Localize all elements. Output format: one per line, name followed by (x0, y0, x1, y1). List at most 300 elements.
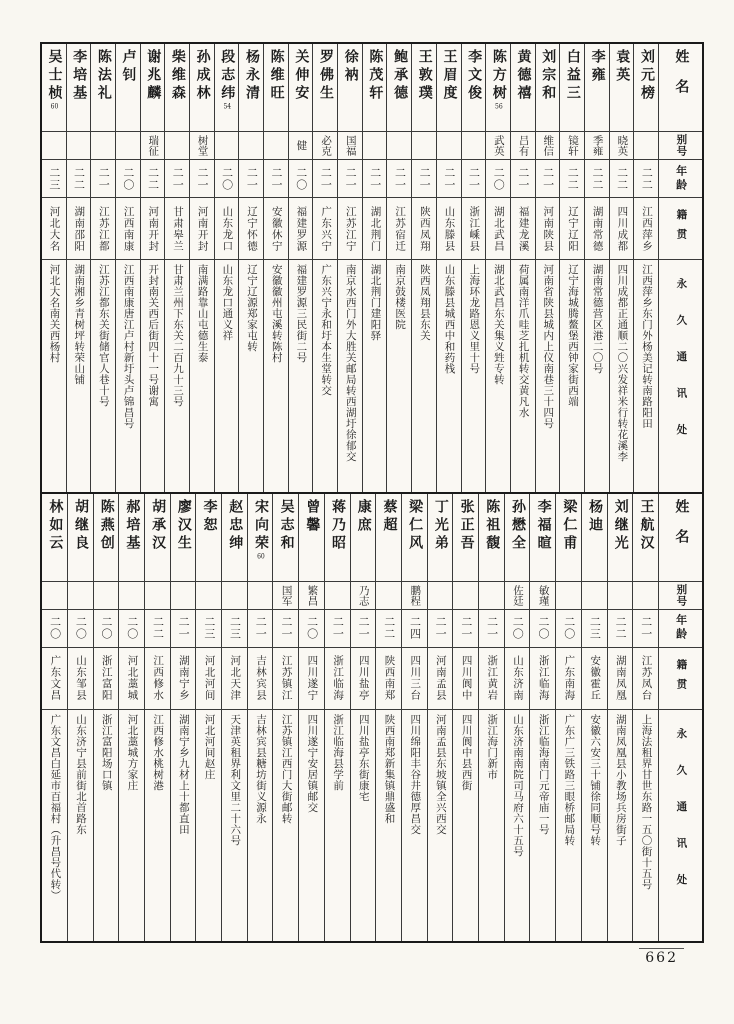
age-cell: 二〇 (116, 160, 140, 198)
header-column (658, 494, 702, 942)
age-cell: 二一 (171, 610, 196, 648)
address-cell: 安徽徽州屯溪转陈村 (270, 264, 283, 363)
address-cell: 四川绵阳丰谷井德厚昌交 (409, 713, 422, 835)
age-cell: 二一 (338, 160, 362, 198)
address-cell: 江苏江都东关街储官人巷十号 (97, 264, 110, 407)
alias-cell: 武英 (486, 132, 510, 160)
address-cell: 上海法租界甘世东路一五〇街十五号 (640, 713, 653, 890)
header-name: 姓名 (659, 494, 702, 582)
alias-cell: 镜轩 (560, 132, 584, 160)
alias-cell (376, 582, 401, 610)
alias-cell (145, 582, 170, 610)
native-place-cell: 安徽霍丘 (582, 648, 607, 710)
name-cell: 陈法礼 (91, 44, 115, 132)
person-column (609, 44, 634, 492)
name-cell: 袁英 (610, 44, 634, 132)
person-column (288, 44, 313, 492)
native-place-cell: 河南孟县 (428, 648, 453, 710)
alias-cell: 乃志 (351, 582, 376, 610)
name-cell: 梁仁甫 (556, 494, 581, 582)
person-column (535, 44, 560, 492)
name-cell: 段志纬54 (215, 44, 239, 132)
header-name: 姓名 (659, 44, 702, 132)
address-cell: 湖南宁乡九材上十都直田 (177, 713, 190, 835)
native-place-cell: 四川阆中 (453, 648, 478, 710)
person-column (529, 494, 555, 942)
name-cell: 李培基 (67, 44, 91, 132)
address-cell: 南满路靠山屯德生泰 (196, 264, 209, 363)
name-cell: 徐衲 (338, 44, 362, 132)
native-place-cell: 吉林宾县 (248, 648, 273, 710)
person-column (324, 494, 350, 942)
name-cell: 陈维旺 (264, 44, 288, 132)
name-cell: 王航汉 (633, 494, 658, 582)
age-cell: 二一 (91, 160, 115, 198)
person-column (401, 494, 427, 942)
alias-cell (42, 132, 66, 160)
person-column (118, 494, 144, 942)
name-cell: 陈茂轩 (363, 44, 387, 132)
native-place-cell: 浙江富阳 (94, 648, 119, 710)
alias-cell (196, 582, 221, 610)
alias-cell (412, 132, 436, 160)
native-place-cell: 湖南常德 (585, 198, 609, 260)
alias-cell: 晓英 (610, 132, 634, 160)
native-place-cell: 河南开封 (190, 198, 214, 260)
age-cell: 二三 (582, 610, 607, 648)
alias-cell (222, 582, 247, 610)
person-column (452, 494, 478, 942)
name-cell: 谢兆麟 (141, 44, 165, 132)
age-cell: 二一 (479, 610, 504, 648)
person-column (140, 44, 165, 492)
address-cell: 广东兴宁永和圩本生堂转交 (320, 264, 333, 396)
address-cell: 安徽六安三十铺徐同顺号转 (589, 713, 602, 846)
native-place-cell: 辽宁怀德 (239, 198, 263, 260)
address-cell: 上海环龙路恩义里十号 (468, 264, 481, 374)
age-cell: 二一 (273, 610, 298, 648)
name-cell: 康庶 (351, 494, 376, 582)
address-cell: 浙江临海南门元帝庙一号 (537, 713, 550, 835)
person-column (247, 494, 273, 942)
alias-cell (119, 582, 144, 610)
address-cell: 山东济南南院司马府六十五号 (512, 713, 524, 857)
name-cell: 赵忠绅 (222, 494, 247, 582)
age-cell: 二三 (222, 610, 247, 648)
person-column (632, 494, 658, 942)
alias-cell (608, 582, 633, 610)
alias-cell: 季雍 (585, 132, 609, 160)
address-cell: 开封南关西后街四十一号谢寓 (147, 264, 160, 407)
name-footnote-mark: 60 (50, 103, 59, 110)
person-column (581, 494, 607, 942)
native-place-cell: 山东邹县 (68, 648, 93, 710)
alias-cell (325, 582, 350, 610)
age-cell: 二〇 (486, 160, 510, 198)
age-cell: 二一 (462, 160, 486, 198)
age-cell: 二一 (363, 160, 387, 198)
alias-cell (171, 582, 196, 610)
name-cell: 吴志和 (273, 494, 298, 582)
name-cell: 梁仁风 (402, 494, 427, 582)
address-cell: 广东广三铁路三眼桥邮局转 (563, 713, 576, 846)
age-cell: 二〇 (68, 610, 93, 648)
native-place-cell: 湖北武昌 (486, 198, 510, 260)
person-column (90, 44, 115, 492)
native-place-cell: 河北天津 (222, 648, 247, 710)
alias-cell (453, 582, 478, 610)
person-column (42, 44, 66, 492)
address-cell: 福建罗源三民街二号 (295, 264, 308, 363)
address-cell: 浙江富阳场口镇 (100, 713, 113, 791)
native-place-cell: 福建龙溪 (511, 198, 535, 260)
person-column (67, 494, 93, 942)
native-place-cell: 浙江临海 (325, 648, 350, 710)
address-cell: 南京水西门外大胜关邮局转西湖圩徐郁交 (344, 264, 357, 462)
person-column (221, 494, 247, 942)
address-cell: 陕西南郑新集镇鼎盛和 (383, 713, 396, 824)
address-cell: 江西修水桃树港 (152, 713, 165, 791)
name-cell: 罗佛生 (313, 44, 337, 132)
name-cell: 陈燕创 (94, 494, 119, 582)
native-place-cell: 甘肃皋兰 (165, 198, 189, 260)
address-cell: 山东龙口通义祥 (221, 264, 234, 341)
address-cell: 甘肃兰州下东关二百九十三号 (171, 264, 184, 407)
native-place-cell: 安徽休宁 (264, 198, 288, 260)
native-place-cell: 江苏宿迁 (387, 198, 411, 260)
native-place-cell: 山东济南 (505, 648, 530, 710)
name-cell: 张正吾 (453, 494, 478, 582)
age-cell: 二一 (387, 160, 411, 198)
address-cell: 湖南湘乡青树坪转荣山铺 (73, 264, 86, 385)
native-place-cell: 河南开封 (141, 198, 165, 260)
person-column (214, 44, 239, 492)
person-column (411, 44, 436, 492)
name-cell: 杨迪 (582, 494, 607, 582)
name-cell: 李文俊 (462, 44, 486, 132)
address-cell: 辽宁海城腾鳌堡西钟家街西端 (566, 264, 579, 407)
name-cell: 曾馨 (299, 494, 324, 582)
alias-cell (116, 132, 140, 160)
name-cell: 王敦璞 (412, 44, 436, 132)
header-alias: 别号 (659, 582, 702, 610)
age-cell: 二〇 (289, 160, 313, 198)
address-cell: 四川遂宁安居镇邮交 (306, 713, 319, 813)
age-cell: 二一 (190, 160, 214, 198)
name-cell: 白益三 (560, 44, 584, 132)
alias-cell (387, 132, 411, 160)
person-column (66, 44, 91, 492)
native-place-cell: 江苏江宁 (338, 198, 362, 260)
alias-cell (479, 582, 504, 610)
header-age: 年龄 (659, 160, 702, 198)
address-cell: 河南孟县东坡镇全兴西交 (434, 713, 447, 835)
alias-cell (633, 582, 658, 610)
native-place-cell: 湖南宁乡 (171, 648, 196, 710)
address-cell: 陕西凤翔县东关 (418, 264, 431, 341)
age-cell: 二〇 (505, 610, 530, 648)
address-cell: 四川盐亭东街康宅 (357, 713, 370, 802)
address-cell: 江苏镇江西门大街邮转 (280, 713, 293, 824)
header-native: 籍贯 (659, 198, 702, 260)
age-cell: 二一 (428, 610, 453, 648)
name-cell: 李雍 (585, 44, 609, 132)
native-place-cell: 江西萍乡 (634, 198, 658, 260)
header-column (658, 44, 702, 492)
name-footnote-mark: 56 (495, 103, 503, 110)
age-cell: 二一 (453, 610, 478, 648)
alias-cell (634, 132, 658, 160)
header-age: 年龄 (659, 610, 702, 648)
header-address: 永久通讯处 (675, 278, 688, 461)
native-place-cell: 四川遂宁 (299, 648, 324, 710)
native-place-cell: 福建罗源 (289, 198, 313, 260)
name-cell: 刘宗和 (536, 44, 560, 132)
native-place-cell: 广东兴宁 (313, 198, 337, 260)
name-cell: 蒋乃昭 (325, 494, 350, 582)
native-place-cell: 江西南康 (116, 198, 140, 260)
age-cell: 二一 (165, 160, 189, 198)
native-place-cell: 浙江嵊县 (462, 198, 486, 260)
person-column (164, 44, 189, 492)
address-cell: 江西南康唐江卢村新圩头卢锦昌号 (122, 264, 135, 429)
alias-cell (94, 582, 119, 610)
native-place-cell: 辽宁辽阳 (560, 198, 584, 260)
address-cell: 天津英租界利文里二十六号 (229, 713, 242, 846)
address-cell: 河北河间赵庄 (203, 713, 216, 780)
age-cell: 二一 (633, 610, 658, 648)
alias-cell: 必克 (313, 132, 337, 160)
page-number: 662 (639, 948, 684, 966)
alias-cell (67, 132, 91, 160)
alias-cell (437, 132, 461, 160)
person-column (485, 44, 510, 492)
alias-cell (215, 132, 239, 160)
age-cell: 二三 (196, 610, 221, 648)
name-cell: 孙成林 (190, 44, 214, 132)
person-column (375, 494, 401, 942)
person-column (607, 494, 633, 942)
alias-cell: 吕有 (511, 132, 535, 160)
register-table (40, 42, 704, 943)
age-cell: 二一 (412, 160, 436, 198)
native-place-cell: 湖北荆门 (363, 198, 387, 260)
name-cell: 黄德禧 (511, 44, 535, 132)
name-cell: 吴士桢60 (42, 44, 66, 132)
person-column (504, 494, 530, 942)
alias-cell: 敏瑾 (530, 582, 555, 610)
name-cell: 卢钊 (116, 44, 140, 132)
alias-cell (165, 132, 189, 160)
person-column (559, 44, 584, 492)
person-column (115, 44, 140, 492)
native-place-cell: 河北大名 (42, 198, 66, 260)
alias-cell: 鹏程 (402, 582, 427, 610)
name-cell: 关伸安 (289, 44, 313, 132)
address-cell: 山东滕县城西中和药栈 (443, 264, 456, 374)
name-cell: 王眉度 (437, 44, 461, 132)
alias-cell: 树堂 (190, 132, 214, 160)
age-cell: 二一 (511, 160, 535, 198)
person-column (93, 494, 119, 942)
person-column (633, 44, 658, 492)
alias-cell (556, 582, 581, 610)
age-cell: 二一 (351, 610, 376, 648)
header-address: 永久通讯处 (675, 727, 688, 910)
alias-cell: 繁昌 (299, 582, 324, 610)
person-column (362, 44, 387, 492)
name-footnote-mark: 60 (257, 552, 265, 560)
person-column (195, 494, 221, 942)
native-place-cell: 山东滕县 (437, 198, 461, 260)
register-section-top (42, 44, 702, 492)
name-cell: 刘继光 (608, 494, 633, 582)
age-cell: 二二 (585, 160, 609, 198)
person-column (144, 494, 170, 942)
native-place-cell: 江西修水 (145, 648, 170, 710)
age-cell: 二一 (437, 160, 461, 198)
address-cell: 河北藁城方家庄 (126, 713, 139, 791)
native-place-cell: 四川盐亭 (351, 648, 376, 710)
address-cell: 湖北荆门建阳驿 (369, 264, 382, 341)
alias-cell (42, 582, 67, 610)
person-column (427, 494, 453, 942)
person-column (170, 494, 196, 942)
name-cell: 柴维森 (165, 44, 189, 132)
address-cell: 江西萍乡东门外杨美记转南路阳田 (641, 264, 654, 429)
native-place-cell: 四川成都 (610, 198, 634, 260)
alias-cell (428, 582, 453, 610)
native-place-cell: 山东龙口 (215, 198, 239, 260)
alias-cell (462, 132, 486, 160)
name-cell: 宋向荣60 (248, 494, 273, 582)
name-cell: 鲍承德 (387, 44, 411, 132)
person-column (312, 44, 337, 492)
age-cell: 二一 (536, 160, 560, 198)
address-cell: 湖南凤凰县小教场兵房街子 (614, 713, 627, 846)
address-cell: 湖南常德营区港二〇号 (591, 264, 604, 374)
address-cell: 四川阆中县西街 (460, 713, 473, 791)
address-cell: 四川成都正通顺二〇兴发祥米行转花溪李 (616, 264, 629, 462)
age-cell: 二二 (610, 160, 634, 198)
age-cell: 二二 (560, 160, 584, 198)
address-cell: 河南省陕县城内上仪南巷三十四号 (542, 264, 555, 429)
name-cell: 陈方树56 (486, 44, 510, 132)
native-place-cell: 江苏江都 (91, 198, 115, 260)
age-cell: 二〇 (42, 610, 67, 648)
age-cell: 二二 (145, 610, 170, 648)
name-cell: 陈祖馥 (479, 494, 504, 582)
native-place-cell: 湖南凤凰 (608, 648, 633, 710)
name-cell: 丁光弟 (428, 494, 453, 582)
native-place-cell: 广东南海 (556, 648, 581, 710)
alias-cell: 佐廷 (505, 582, 530, 610)
age-cell: 二一 (325, 610, 350, 648)
address-cell: 河北大名南关西杨村 (48, 264, 61, 363)
person-column (189, 44, 214, 492)
alias-cell (264, 132, 288, 160)
native-place-cell: 河北河间 (196, 648, 221, 710)
person-column (436, 44, 461, 492)
alias-cell (363, 132, 387, 160)
name-cell: 李恕 (196, 494, 221, 582)
name-cell: 蔡超 (376, 494, 401, 582)
age-cell: 二〇 (215, 160, 239, 198)
address-cell: 山东济宁县前街北首路东 (75, 713, 88, 835)
person-column (461, 44, 486, 492)
person-column (584, 44, 609, 492)
name-cell: 胡承汉 (145, 494, 170, 582)
person-column (42, 494, 67, 942)
age-cell: 二四 (402, 610, 427, 648)
address-cell: 南京鼓楼医院 (394, 264, 407, 330)
alias-cell: 维信 (536, 132, 560, 160)
address-cell: 荷属南洋爪哇芝扎机转交黄凡水 (517, 264, 530, 418)
native-place-cell: 陕西凤翔 (412, 198, 436, 260)
native-place-cell: 江苏凤台 (633, 648, 658, 710)
person-column (510, 44, 535, 492)
name-footnote-mark: 54 (223, 103, 232, 110)
alias-cell: 瑞征 (141, 132, 165, 160)
native-place-cell: 浙江黄岩 (479, 648, 504, 710)
alias-cell: 健 (289, 132, 313, 160)
name-cell: 林如云 (42, 494, 67, 582)
native-place-cell: 湖南邵阳 (67, 198, 91, 260)
age-cell: 二二 (608, 610, 633, 648)
age-cell: 二〇 (556, 610, 581, 648)
person-column (263, 44, 288, 492)
address-cell: 湖北武昌东关集义甡专转 (492, 264, 505, 385)
age-cell: 二一 (264, 160, 288, 198)
person-column (337, 44, 362, 492)
age-cell: 二二 (141, 160, 165, 198)
age-cell: 二三 (42, 160, 66, 198)
name-cell: 胡继良 (68, 494, 93, 582)
header-native: 籍贯 (659, 648, 702, 710)
address-cell: 辽宁辽源郑家屯转 (246, 264, 259, 352)
person-column (555, 494, 581, 942)
address-cell: 广东文昌白延市百福村（升昌号代转） (49, 713, 62, 901)
name-cell: 刘元榜 (634, 44, 658, 132)
native-place-cell: 陕西南郑 (376, 648, 401, 710)
alias-cell (239, 132, 263, 160)
name-cell: 李福暄 (530, 494, 555, 582)
age-cell: 二〇 (299, 610, 324, 648)
age-cell: 二二 (376, 610, 401, 648)
person-column (298, 494, 324, 942)
native-place-cell: 河南陕县 (536, 198, 560, 260)
name-cell: 杨永清 (239, 44, 263, 132)
person-column (478, 494, 504, 942)
age-cell: 二一 (239, 160, 263, 198)
age-cell: 二二 (67, 160, 91, 198)
name-cell: 郝培基 (119, 494, 144, 582)
person-column (272, 494, 298, 942)
age-cell: 二〇 (530, 610, 555, 648)
age-cell: 二〇 (119, 610, 144, 648)
native-place-cell: 江苏镇江 (273, 648, 298, 710)
age-cell: 二〇 (94, 610, 119, 648)
age-cell: 二二 (634, 160, 658, 198)
alias-cell (68, 582, 93, 610)
age-cell: 二一 (248, 610, 273, 648)
age-cell: 二一 (313, 160, 337, 198)
address-cell: 浙江临海县学前 (332, 713, 345, 791)
name-cell: 孙懋全 (505, 494, 530, 582)
native-place-cell: 浙江临海 (530, 648, 555, 710)
header-alias: 别号 (659, 132, 702, 160)
alias-cell (582, 582, 607, 610)
